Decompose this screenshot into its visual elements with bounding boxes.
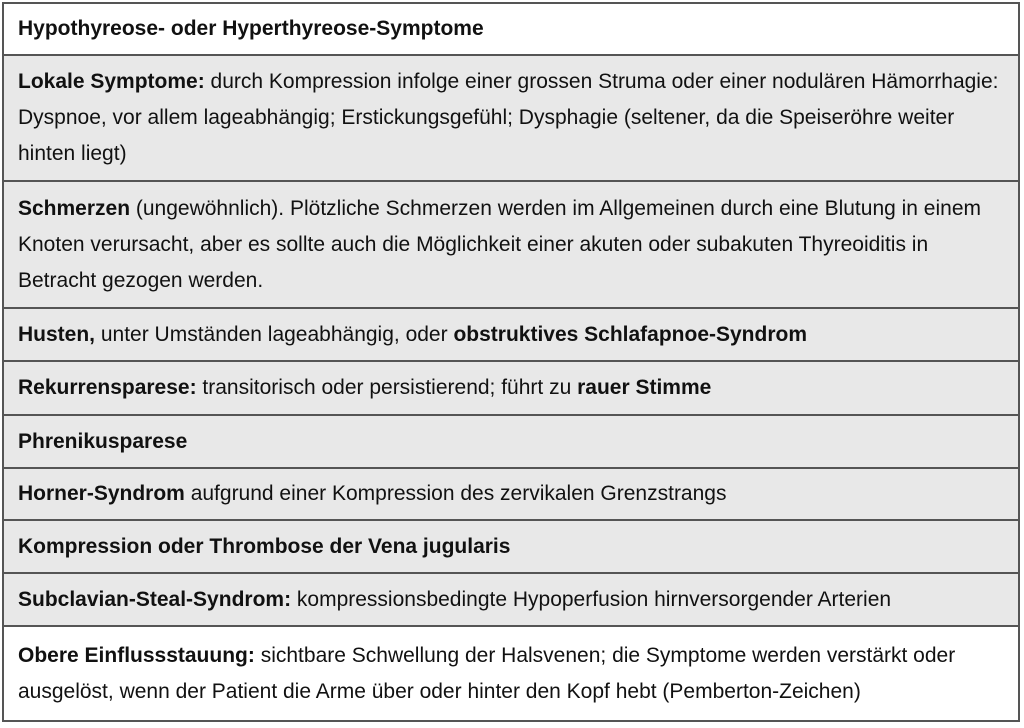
row-description: unter Umständen lageabhängig, oder [95,322,454,346]
table-row-phrenic-paresis [4,416,1018,469]
table-row-pain [4,182,1018,309]
row-description: durch Kompression infolge einer grossen Struma oder einer nodulären Hämorrhagie: Dyspnoe, vor allem lageabhängig; Erstickungsgefühl; Dysphagie (seltener, da die Speiseröhre weiter hinten liegt) [18,70,999,165]
row-term: Lokale Symptome: [18,70,205,93]
row-description: transitorisch oder persistierend; führt zu [196,376,578,399]
table-row-upper-influx [4,627,1018,720]
row-term: Phrenikusparese [18,429,188,453]
row-description: (ungewöhnlich). Plötzliche Schmerzen werden im Allgemeinen durch eine Blutung in einem Knoten verursacht, aber es sollte auch die Möglichkeit einer akuten oder subakuten Thyreoiditis in Betracht gezogen werden. [18,196,982,292]
table-header-row [4,4,1018,56]
symptom-table [2,2,1020,722]
row-term: Husten, [18,322,96,346]
table-row-horner [4,469,1018,521]
row-term: Horner-Syndrom [18,482,185,505]
table-header: Hypothyreose- oder Hyperthyreose-Symptome [18,17,484,40]
table-row-subclavian-steal [4,574,1018,627]
row-term: Subclavian-Steal-Syndrom: [18,587,292,611]
row-term-secondary: obstruktives Schlafapnoe-Syndrom [453,322,808,346]
table-row-local-symptoms [4,56,1018,182]
row-term: Kompression oder Thrombose der Vena jugularis [18,534,511,558]
row-term: Schmerzen [18,196,131,220]
row-description: kompressionsbedingte Hypoperfusion hirnversorgender Arterien [291,587,892,611]
row-term: Rekurrensparese: [18,376,197,399]
table-row-recurrent-paresis [4,362,1018,416]
row-description: aufgrund einer Kompression des zervikalen Grenzstrangs [184,482,727,505]
table-row-jugular [4,521,1018,574]
row-term: Obere Einflussstauung: [18,643,255,667]
row-description: sichtbare Schwellung der Halsvenen; die Symptome werden verstärkt oder ausgelöst, wenn der Patient die Arme über oder hinter den Kopf hebt (Pemberton-Zeichen) [18,643,956,703]
table-row-cough [4,309,1018,362]
row-term-secondary: rauer Stimme [577,376,712,399]
